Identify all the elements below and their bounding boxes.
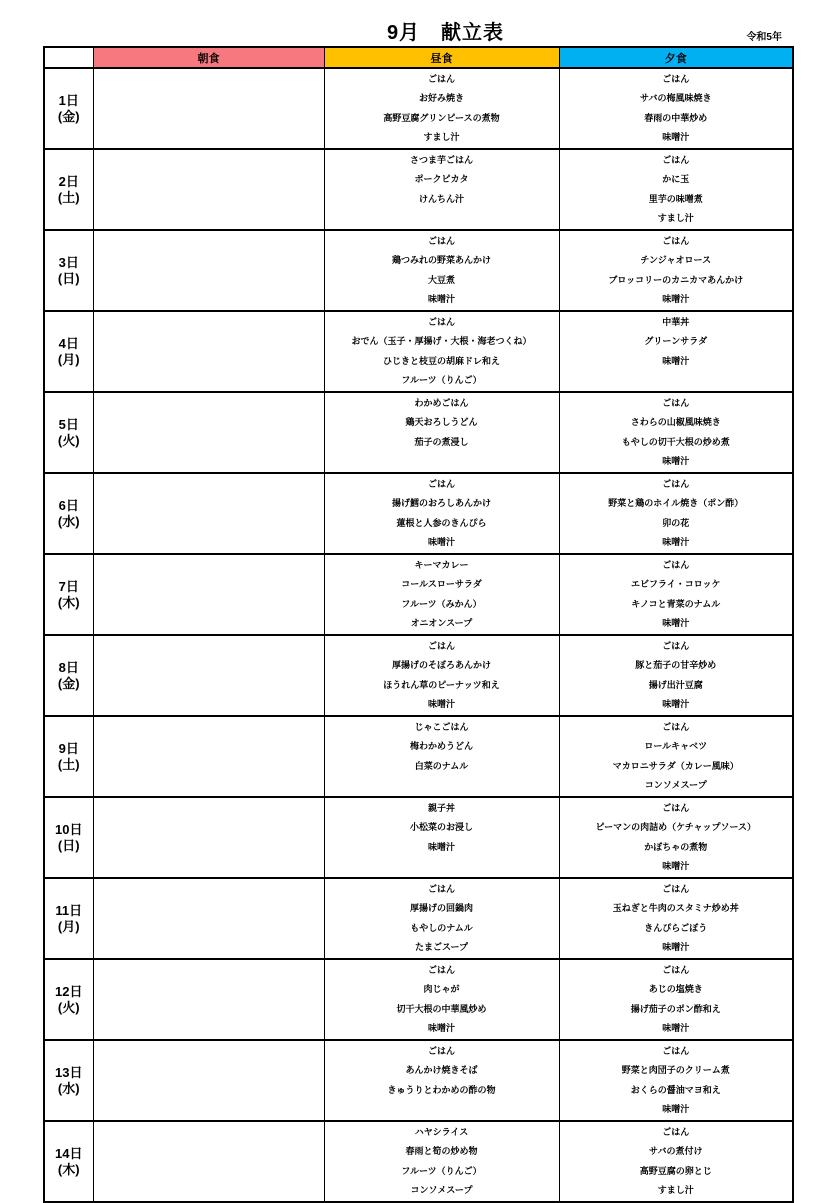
menu-row-7日 [44, 554, 793, 635]
menu-item: 大豆煮 [427, 274, 455, 285]
menu-row-12日 [44, 959, 793, 1040]
breakfast-cell [93, 1121, 324, 1202]
date-day: 8日 [58, 659, 79, 675]
menu-item: キーマカレー [414, 559, 469, 570]
menu-item: 味噌汁 [427, 1023, 455, 1033]
menu-item: もやしの切干大根の炒め煮 [621, 436, 730, 447]
date-weekday: (日) [57, 837, 80, 853]
menu-item: チンジャオロース [640, 255, 712, 265]
menu-item: ごはん [662, 73, 690, 84]
breakfast-cell [93, 797, 324, 878]
menu-item: じゃこごはん [414, 721, 469, 732]
menu-row-2日 [44, 149, 793, 230]
menu-item: 味噌汁 [662, 537, 690, 547]
breakfast-cell [93, 392, 324, 473]
header-lunch: 昼食 [324, 47, 559, 68]
menu-item: さつま芋ごはん [409, 154, 473, 165]
date-day: 9日 [58, 740, 79, 756]
menu-item: ごはん [427, 235, 455, 246]
lunch-cell [324, 635, 559, 716]
date-weekday: (火) [57, 432, 80, 448]
breakfast-cell [93, 635, 324, 716]
date-weekday: (金) [57, 108, 80, 124]
menu-item: 味噌汁 [662, 132, 690, 142]
menu-item: かぼちゃの煮物 [644, 841, 708, 852]
menu-item: ごはん [662, 154, 690, 165]
title-band [43, 16, 792, 45]
menu-item: ごはん [662, 559, 690, 570]
dinner-cell [559, 878, 793, 959]
menu-item: すまし汁 [423, 132, 460, 142]
menu-item: 鶏天おろしうどん [405, 417, 478, 427]
menu-item: 味噌汁 [662, 456, 690, 466]
breakfast-cell [93, 473, 324, 554]
menu-item: 高野豆腐の卵とじ [639, 1165, 712, 1176]
lunch-cell [324, 1040, 559, 1121]
date-cell [44, 149, 93, 230]
menu-item: 味噌汁 [662, 1104, 690, 1114]
menu-item: 野菜と肉団子のクリーム煮 [621, 1065, 730, 1075]
date-cell [44, 68, 93, 149]
menu-item: ごはん [662, 235, 690, 246]
date-weekday: (土) [57, 189, 80, 205]
menu-item: オニオンスープ [410, 618, 473, 628]
menu-item: サバの梅風味焼き [640, 93, 712, 103]
menu-item: 卯の花 [662, 517, 690, 528]
date-day: 4日 [58, 335, 79, 351]
header-date-blank [44, 47, 93, 68]
header-dinner: 夕食 [559, 47, 793, 68]
dinner-cell [559, 1121, 793, 1202]
date-cell [44, 878, 93, 959]
date-cell [44, 635, 93, 716]
date-cell [44, 311, 93, 392]
lunch-cell [324, 230, 559, 311]
date-cell [44, 473, 93, 554]
menu-item: すまし汁 [657, 213, 694, 223]
menu-item: さわらの山椒風味焼き [630, 417, 721, 427]
menu-item: 里芋の味噌煮 [648, 193, 703, 204]
menu-item: たまごスープ [414, 942, 469, 952]
date-weekday: (金) [57, 675, 80, 691]
menu-item: 梅わかめうどん [409, 741, 473, 751]
date-day: 12日 [55, 983, 83, 999]
menu-item: 揚げ出汁豆腐 [648, 679, 703, 690]
menu-item: ごはん [662, 883, 690, 894]
menu-item: ごはん [662, 802, 690, 813]
breakfast-cell [93, 554, 324, 635]
date-cell [44, 797, 93, 878]
breakfast-cell [93, 716, 324, 797]
lunch-cell [324, 554, 559, 635]
menu-item: 味噌汁 [662, 861, 690, 871]
lunch-cell [324, 311, 559, 392]
dinner-cell [559, 716, 793, 797]
breakfast-cell [93, 149, 324, 230]
lunch-cell [324, 878, 559, 959]
date-day: 14日 [55, 1145, 83, 1161]
menu-item: ごはん [662, 640, 690, 651]
menu-item: お好み焼き [418, 93, 464, 103]
menu-item: 蓮根と人参のきんぴら [396, 517, 487, 528]
date-weekday: (月) [57, 351, 80, 367]
menu-item: ハヤシライス [414, 1126, 469, 1137]
menu-item: 味噌汁 [662, 942, 690, 952]
lunch-cell [324, 797, 559, 878]
menu-row-8日 [44, 635, 793, 716]
lunch-cell [324, 68, 559, 149]
menu-item: 小松菜のお浸し [409, 822, 473, 832]
menu-item: 味噌汁 [427, 841, 455, 852]
menu-item: 豚と茄子の甘辛炒め [635, 660, 717, 670]
menu-item: フルーツ（りんご） [401, 375, 482, 385]
menu-row-14日 [44, 1121, 793, 1202]
menu-item: ごはん [662, 397, 690, 408]
menu-item: ごはん [427, 1045, 455, 1056]
lunch-cell [324, 149, 559, 230]
menu-item: ごはん [662, 1126, 690, 1137]
menu-item: 味噌汁 [427, 294, 455, 304]
dinner-cell [559, 473, 793, 554]
menu-item: ごはん [662, 1045, 690, 1056]
menu-item: 味噌汁 [427, 537, 455, 547]
menu-item: あんかけ焼きそば [405, 1065, 478, 1075]
dinner-cell [559, 392, 793, 473]
menu-item: ごはん [662, 964, 690, 975]
menu-item: ごはん [427, 640, 455, 651]
header-breakfast: 朝食 [93, 47, 324, 68]
menu-item: ごはん [427, 883, 455, 894]
breakfast-cell [93, 230, 324, 311]
menu-row-13日 [44, 1040, 793, 1121]
date-weekday: (火) [57, 999, 80, 1015]
dinner-cell [559, 635, 793, 716]
date-weekday: (木) [57, 594, 80, 610]
dinner-cell [559, 1040, 793, 1121]
menu-item: けんちん汁 [418, 193, 464, 204]
breakfast-cell [93, 878, 324, 959]
dinner-cell [559, 797, 793, 878]
menu-item: 茄子の煮浸し [414, 436, 469, 447]
menu-item: ごはん [662, 721, 690, 732]
menu-item: 揚げ鱈のおろしあんかけ [391, 498, 491, 508]
breakfast-cell [93, 959, 324, 1040]
date-day: 13日 [55, 1064, 83, 1080]
menu-item: 揚げ茄子のポン酢和え [630, 1003, 721, 1014]
menu-item: ブロッコリーのカニカマあんかけ [608, 274, 744, 285]
date-cell [44, 1040, 93, 1121]
menu-item: 味噌汁 [662, 1023, 690, 1033]
lunch-cell [324, 473, 559, 554]
menu-item: ロールキャベツ [644, 741, 708, 751]
date-day: 5日 [58, 416, 79, 432]
menu-row-11日 [44, 878, 793, 959]
breakfast-cell [93, 311, 324, 392]
menu-item: ほうれん草のピーナッツ和え [383, 679, 500, 690]
date-cell [44, 392, 93, 473]
menu-item: 親子丼 [427, 802, 455, 813]
menu-item: ピーマンの肉詰め（ケチャップソース） [595, 822, 757, 832]
menu-item: おでん（玉子・厚揚げ・大根・海老つくね） [351, 336, 532, 346]
dinner-cell [559, 230, 793, 311]
menu-row-6日 [44, 473, 793, 554]
menu-item: ひじきと枝豆の胡麻ドレ和え [382, 355, 500, 366]
menu-item: フルーツ（りんご） [401, 1165, 482, 1176]
menu-item: コンソメスープ [410, 1185, 473, 1195]
menu-item: 白菜のナムル [414, 760, 469, 771]
breakfast-cell [93, 68, 324, 149]
dinner-cell [559, 149, 793, 230]
menu-item: コールスローサラダ [401, 579, 482, 589]
menu-item: 味噌汁 [662, 699, 690, 709]
page-title: 9月 献立表 [386, 22, 505, 44]
lunch-cell [324, 959, 559, 1040]
menu-item: 春雨の中華炒め [644, 112, 708, 123]
menu-item: ポークピカタ [414, 174, 469, 184]
menu-item: ごはん [427, 478, 455, 489]
date-weekday: (水) [57, 1080, 80, 1096]
menu-item: コンソメスープ [644, 780, 707, 790]
menu-item: フルーツ（みかん） [401, 598, 482, 609]
dinner-cell [559, 68, 793, 149]
menu-row-1日 [44, 68, 793, 149]
menu-item: 肉じゃが [423, 984, 460, 994]
date-day: 1日 [58, 92, 79, 108]
menu-row-4日 [44, 311, 793, 392]
menu-item: マカロニサラダ（カレー風味） [612, 760, 739, 771]
menu-item: キノコと青菜のナムル [631, 598, 721, 609]
date-cell [44, 554, 93, 635]
menu-item: 中華丼 [662, 316, 690, 327]
date-weekday: (月) [57, 918, 80, 934]
dinner-cell [559, 311, 793, 392]
lunch-cell [324, 1121, 559, 1202]
menu-item: 春雨と筍の炒め物 [405, 1146, 478, 1156]
menu-item: 厚揚げのそぼろあんかけ [391, 660, 491, 670]
date-day: 7日 [58, 578, 79, 594]
menu-item: グリーンサラダ [644, 336, 708, 346]
menu-item: もやしのナムル [410, 922, 473, 933]
dinner-cell [559, 959, 793, 1040]
menu-item: ごはん [427, 73, 455, 84]
date-day: 6日 [58, 497, 79, 513]
menu-item: 味噌汁 [662, 294, 690, 304]
lunch-cell [324, 716, 559, 797]
era-label: 令和5年 [746, 32, 782, 43]
menu-item: きゅうりとわかめの酢の物 [387, 1084, 496, 1095]
menu-item: 野菜と鶏のホイル焼き（ポン酢） [608, 498, 744, 508]
date-weekday: (土) [57, 756, 80, 772]
menu-item: サバの煮付け [649, 1146, 703, 1156]
menu-item: 玉ねぎと牛肉のスタミナ炒め丼 [612, 903, 739, 913]
date-weekday: (水) [57, 513, 80, 529]
menu-item: おくらの醤油マヨ和え [630, 1084, 721, 1095]
menu-row-3日 [44, 230, 793, 311]
menu-item: かに玉 [662, 174, 690, 184]
menu-item: わかめごはん [414, 397, 469, 408]
date-day: 11日 [55, 902, 83, 918]
date-day: 2日 [58, 173, 79, 189]
menu-item: エビフライ・コロッケ [630, 579, 721, 589]
menu-item: 味噌汁 [662, 618, 690, 628]
menu-item: ごはん [427, 964, 455, 975]
menu-item: 味噌汁 [427, 699, 455, 709]
breakfast-cell [93, 1040, 324, 1121]
header-row [44, 47, 793, 68]
date-day: 10日 [55, 821, 83, 837]
date-cell [44, 716, 93, 797]
menu-row-5日 [44, 392, 793, 473]
date-cell [44, 230, 93, 311]
menu-table [43, 46, 794, 1203]
menu-item: 切干大根の中華風炒め [396, 1003, 487, 1014]
date-weekday: (木) [57, 1161, 80, 1177]
menu-item: 鶏つみれの野菜あんかけ [391, 255, 491, 265]
menu-row-9日 [44, 716, 793, 797]
menu-item: 高野豆腐グリンピースの煮物 [383, 112, 500, 123]
date-cell [44, 1121, 93, 1202]
date-day: 3日 [58, 254, 79, 270]
dinner-cell [559, 554, 793, 635]
menu-item: あじの塩焼き [648, 984, 703, 994]
menu-item: ごはん [662, 478, 690, 489]
date-cell [44, 959, 93, 1040]
menu-item: きんぴらごぼう [644, 922, 708, 933]
menu-item: すまし汁 [657, 1185, 694, 1195]
menu-row-10日 [44, 797, 793, 878]
menu-item: 厚揚げの回鍋肉 [409, 903, 473, 913]
date-weekday: (日) [57, 270, 80, 286]
lunch-cell [324, 392, 559, 473]
menu-item: ごはん [427, 316, 455, 327]
menu-item: 味噌汁 [662, 355, 690, 366]
